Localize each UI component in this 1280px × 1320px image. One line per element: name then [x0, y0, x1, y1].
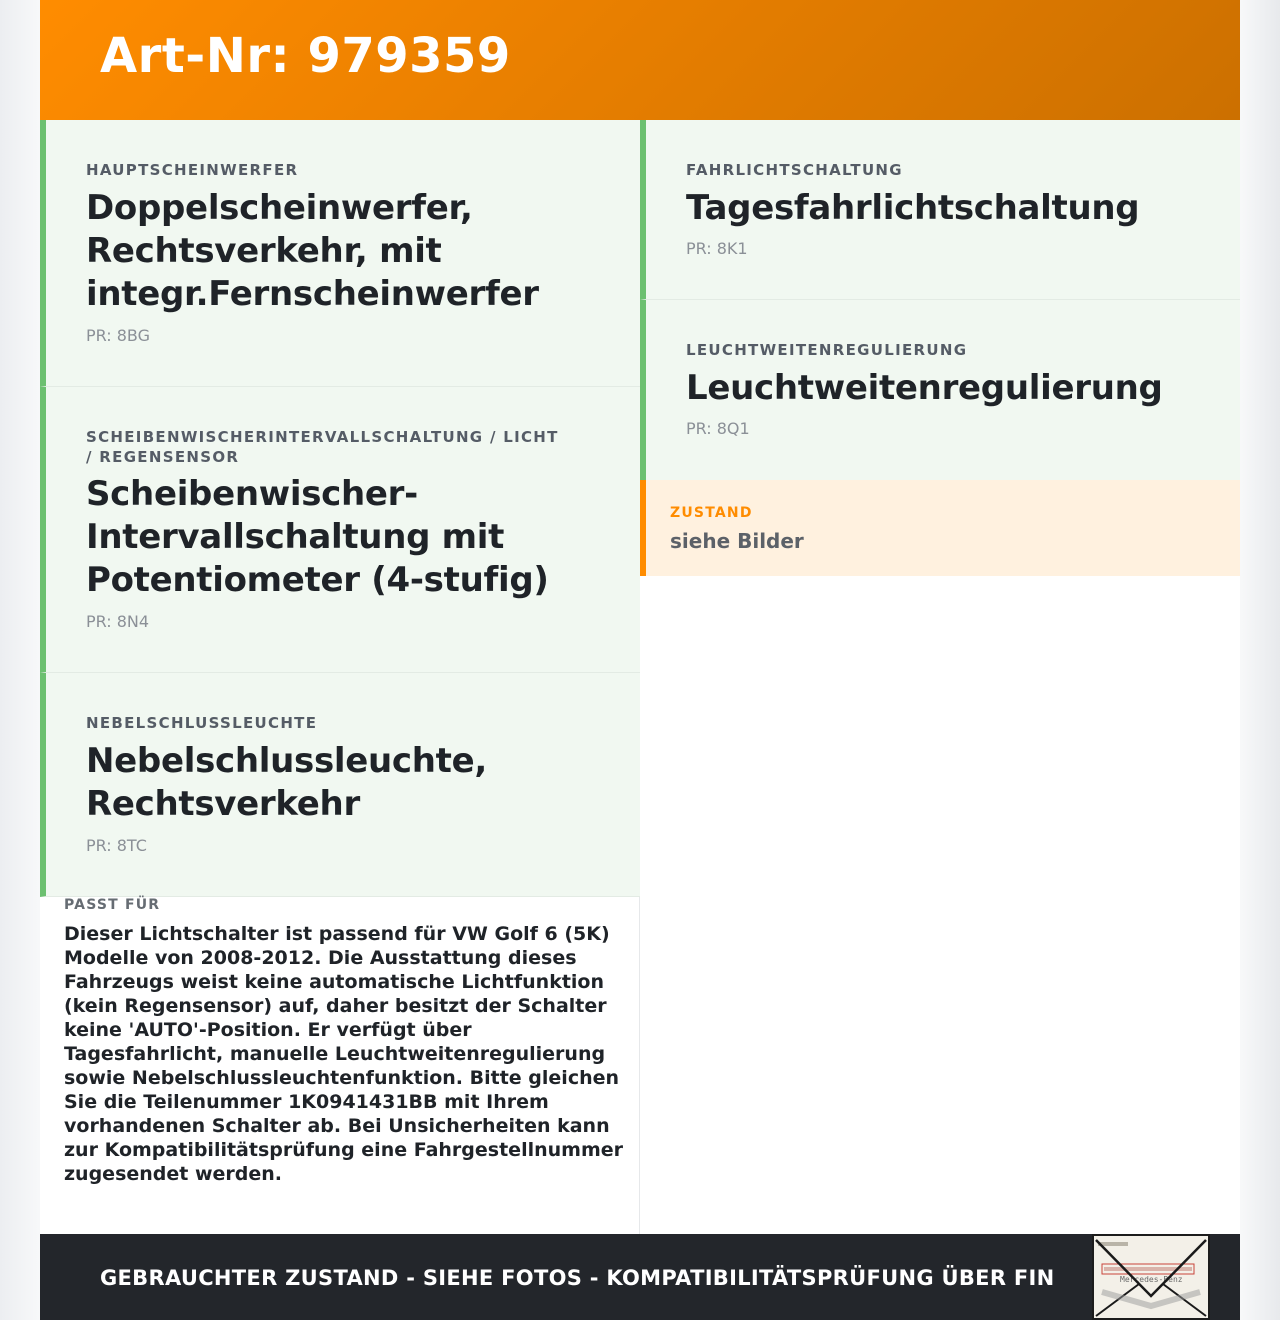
card-label: FAHRLICHTSCHALTUNG — [686, 161, 903, 179]
card-label: HAUPTSCHEINWERFER — [86, 161, 299, 179]
page — [40, 0, 1240, 1320]
product-thumbnail[interactable] — [1092, 1234, 1210, 1320]
card-pr-code: PR: 8BG — [86, 326, 151, 345]
envelope-image-icon — [1094, 1236, 1208, 1318]
card-nebelschlussleuchte — [40, 673, 640, 897]
card-value: Scheibenwischer-Intervallschaltung mit Potentiometer (4-stufig) — [86, 474, 549, 600]
card-label: SCHEIBENWISCHERINTERVALLSCHALTUNG / LICHT / REGENSENSOR — [86, 428, 559, 466]
compatibility-label: PASST FÜR — [64, 897, 161, 913]
condition-value: siehe Bilder — [670, 529, 804, 553]
card-value: Tagesfahrlichtschaltung — [686, 188, 1140, 228]
left-column — [40, 120, 640, 1234]
card-pr-code: PR: 8K1 — [686, 239, 748, 258]
card-label: NEBELSCHLUSSLEUCHTE — [86, 714, 318, 732]
thumbnail-caption: Mercedes-Benz — [1120, 1275, 1183, 1284]
footer-text: GEBRAUCHTER ZUSTAND - SIEHE FOTOS - KOMPATIBILITÄTSPRÜFUNG ÜBER FIN — [100, 1266, 1055, 1290]
card-hauptscheinwerfer — [40, 120, 640, 387]
card-leuchtweitenregulierung — [640, 300, 1240, 480]
condition-box — [640, 480, 1240, 576]
card-value: Doppelscheinwerfer, Rechtsverkehr, mit integr.Fernscheinwerfer — [86, 188, 539, 314]
card-pr-code: PR: 8TC — [86, 836, 147, 855]
card-value: Nebelschlussleuchte, Rechtsverkehr — [86, 741, 488, 824]
card-fahrlichtschaltung — [640, 120, 1240, 300]
condition-label: ZUSTAND — [670, 505, 753, 521]
compatibility-text: Dieser Lichtschalter ist passend für VW Golf 6 (5K) Modelle von 2008-2012. Die Ausstattung dieses Fahrzeugs weist keine automatische Lichtfunktion (kein Regensensor) auf, daher besitzt der Schalter keine 'AUTO'-Position. Er verfügt über Tagesfahrlicht, manuelle Leuchtweitenregulierung sowie Nebelschlussleuchtenfunktion. Bitte gleichen Sie die Teilenummer 1K0941431BB mit Ihrem vorhandenen Schalter ab. Bei Unsicherheiten kann zur Kompatibilitätsprüfung eine Fahrgestellnummer zugesendet werden. — [64, 923, 623, 1185]
card-value: Leuchtweitenregulierung — [686, 368, 1163, 408]
compatibility-section — [64, 896, 624, 1186]
card-pr-code: PR: 8N4 — [86, 612, 150, 631]
header-banner — [40, 0, 1240, 120]
card-pr-code: PR: 8Q1 — [686, 419, 750, 438]
card-scheibenwischer — [40, 387, 640, 673]
card-label: LEUCHTWEITENREGULIERUNG — [686, 341, 968, 359]
page-title: Art-Nr: 979359 — [100, 28, 511, 84]
footer-bar — [40, 1234, 1240, 1320]
